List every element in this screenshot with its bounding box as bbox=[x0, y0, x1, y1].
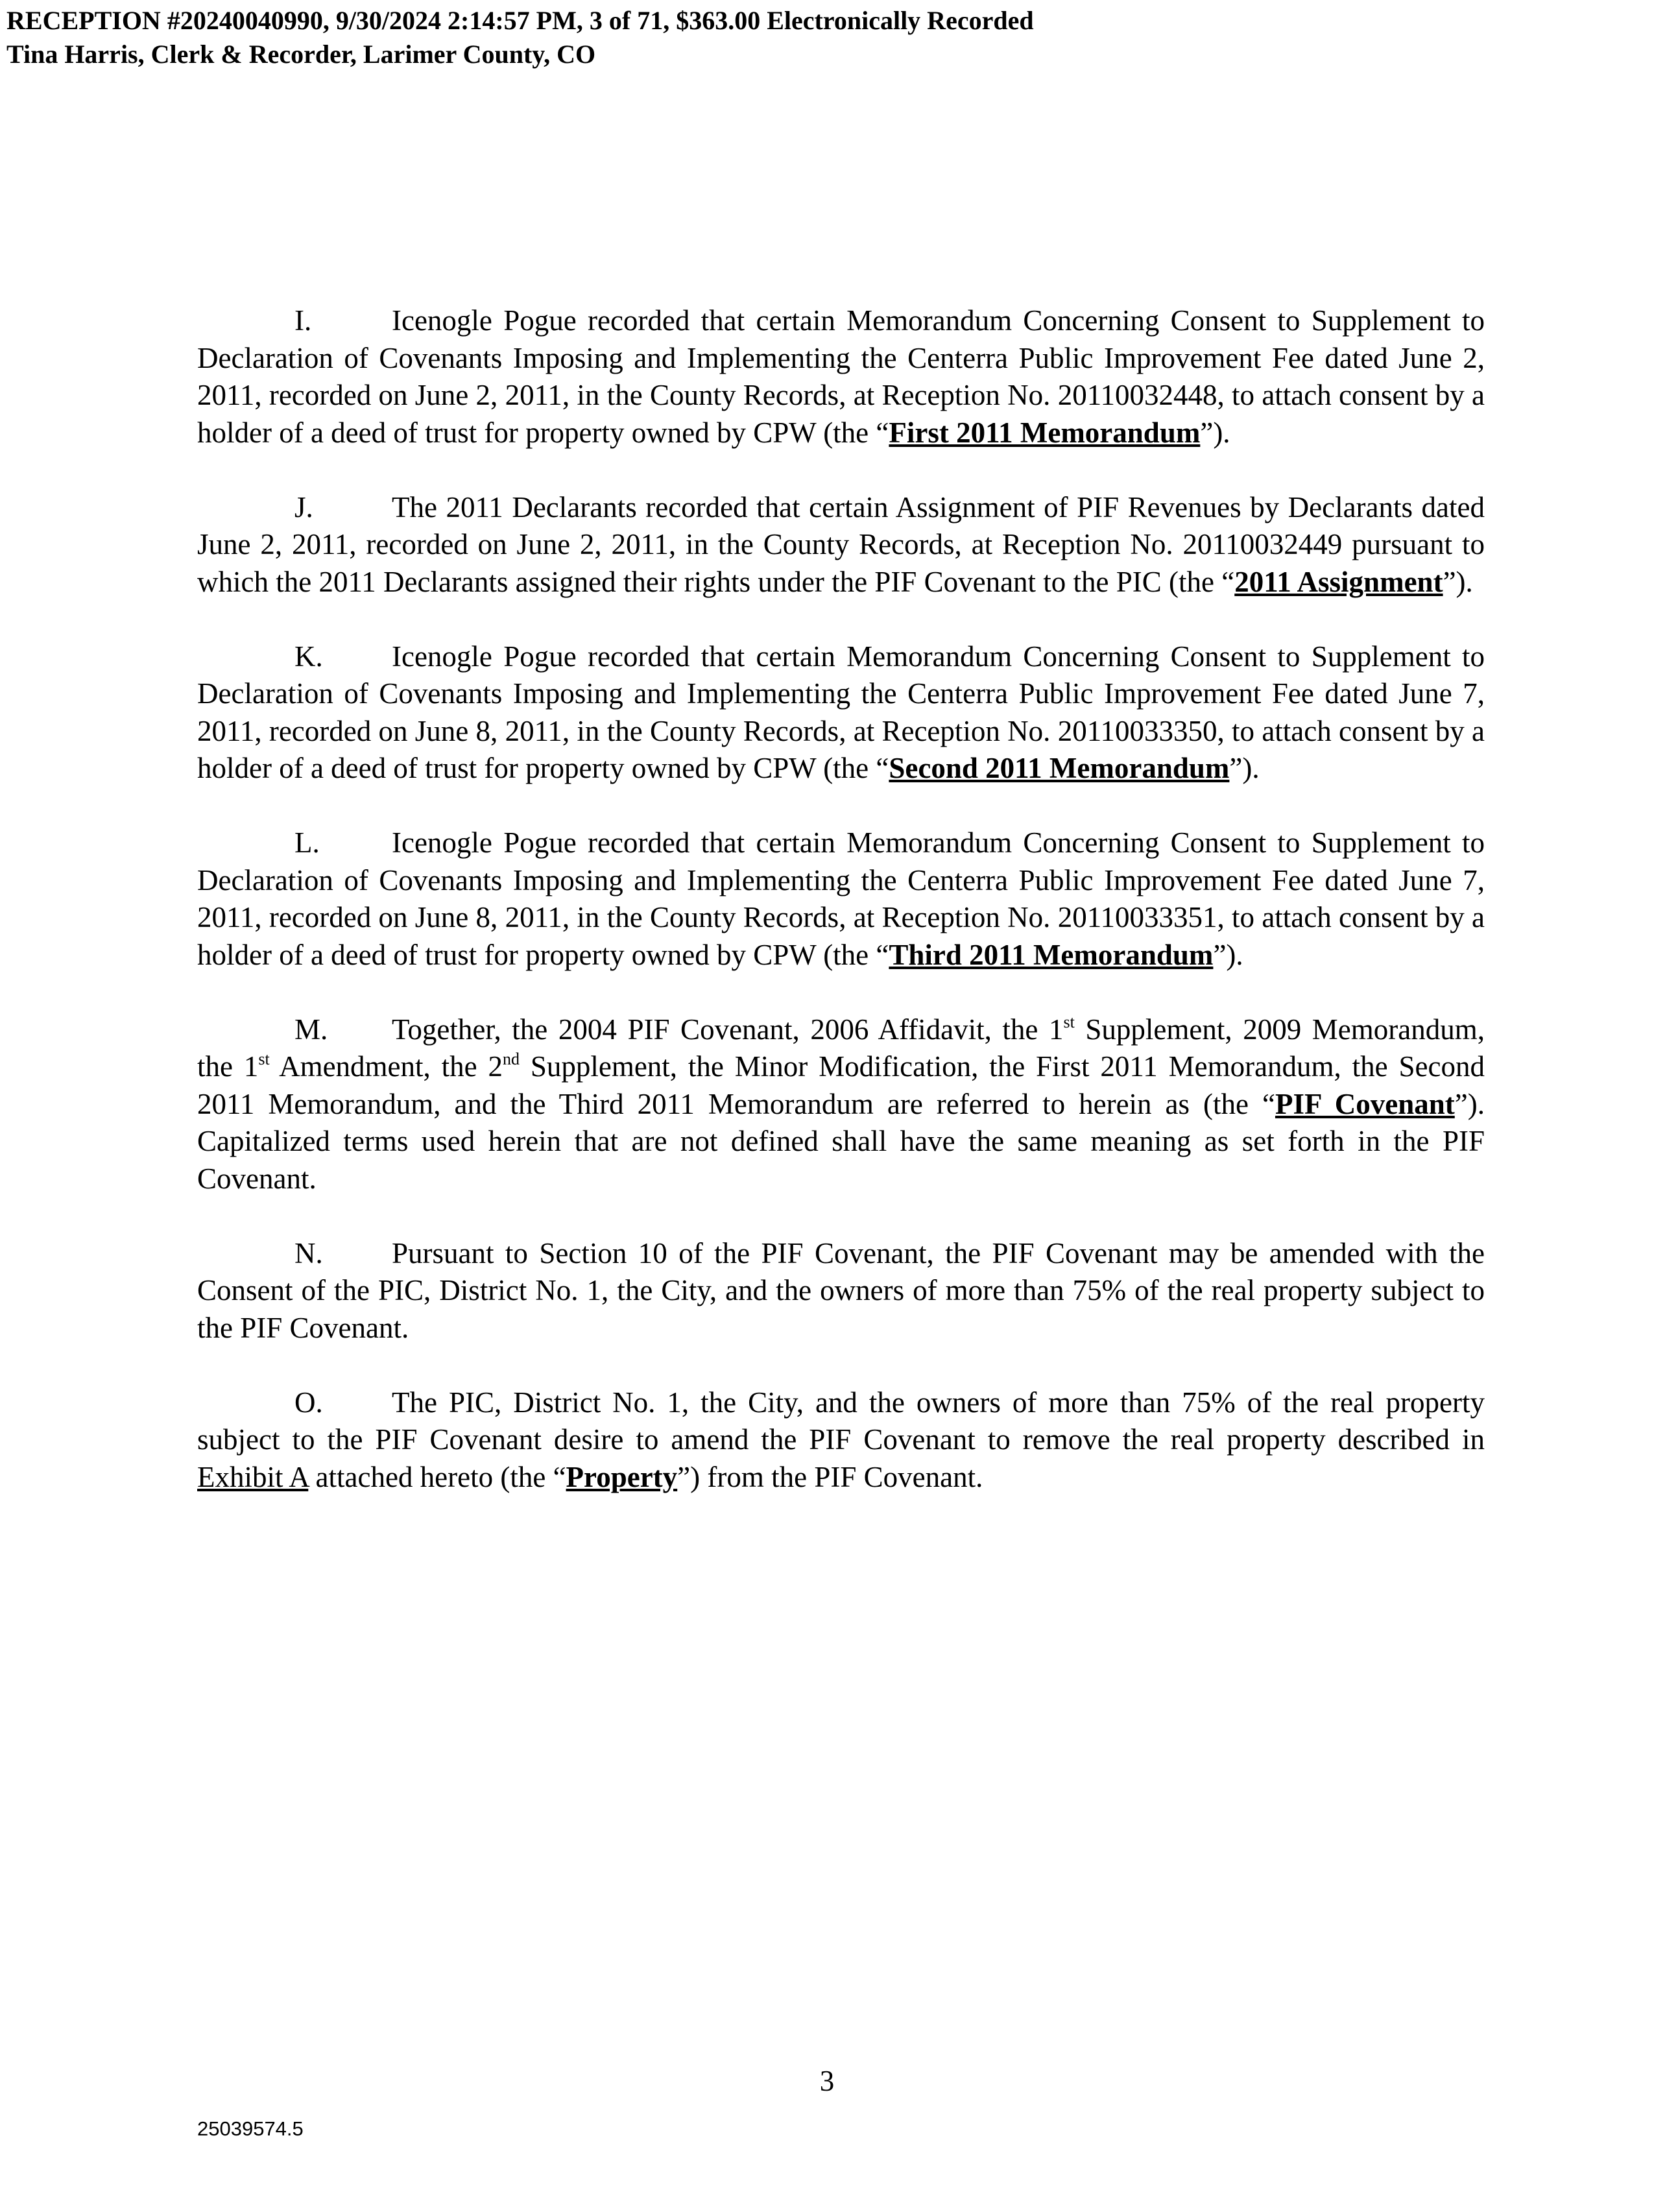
recital-text: Amendment, the 2 bbox=[269, 1050, 503, 1083]
recital-text: Supplement, 2009 Memorandum, the 1 bbox=[197, 1013, 1485, 1083]
recital-text: The PIC, District No. 1, the City, and the owners of more than 75% of the real property subject to the PIF Covenant desire to amend the PIF Covenant to remove the real property described in bbox=[197, 1386, 1485, 1456]
recital-letter: L. bbox=[294, 826, 320, 859]
recording-stamp bbox=[6, 4, 1034, 71]
defined-term: First 2011 Memorandum bbox=[889, 416, 1201, 449]
exhibit-reference: Exhibit A bbox=[197, 1460, 309, 1493]
recital-text-end: ”). bbox=[1443, 565, 1473, 598]
recital-j bbox=[197, 489, 1485, 601]
recital-text: Icenogle Pogue recorded that certain Memorandum Concerning Consent to Supplement to Declaration of Covenants Imposing and Implementing the Centerra Public Improvement Fee dated June 2, 2011, recorded on June 2, 2011, in the County Records, at Reception No. 20110032448, to attach consent by a holder of a deed of trust for property owned by CPW (the “ bbox=[197, 304, 1485, 449]
ordinal-suffix: st bbox=[258, 1050, 270, 1068]
recital-m bbox=[197, 1011, 1485, 1198]
document-body bbox=[197, 302, 1485, 1496]
recital-text: The 2011 Declarants recorded that certain Assignment of PIF Revenues by Declarants dated June 2, 2011, recorded on June 2, 2011, in the County Records, at Reception No. 20110032449 pursuant to which the 2011 Declarants assigned their rights under the PIF Covenant to the PIC (the “ bbox=[197, 490, 1485, 598]
defined-term: PIF Covenant bbox=[1275, 1087, 1455, 1120]
recital-i bbox=[197, 302, 1485, 451]
defined-term: Second 2011 Memorandum bbox=[889, 752, 1230, 784]
recital-letter: J. bbox=[294, 490, 313, 523]
recital-text-end: ”) from the PIF Covenant. bbox=[677, 1460, 983, 1493]
ordinal-suffix: st bbox=[1063, 1012, 1075, 1031]
recital-text: Pursuant to Section 10 of the PIF Covenant, the PIF Covenant may be amended with the Consent of the PIC, District No. 1, the City, and the owners of more than 75% of the real property subject to the PIF Covenant. bbox=[197, 1236, 1485, 1344]
recital-k bbox=[197, 638, 1485, 787]
recital-l bbox=[197, 824, 1485, 974]
recording-stamp-line2: Tina Harris, Clerk & Recorder, Larimer County, CO bbox=[6, 40, 596, 69]
recital-text-end: ”). Capitalized terms used herein that are not defined shall have the same meaning as set forth in the PIF Covenant. bbox=[197, 1087, 1485, 1195]
page-number: 3 bbox=[819, 2065, 835, 2097]
defined-term: 2011 Assignment bbox=[1234, 565, 1443, 598]
recital-text: Supplement, the Minor Modification, the First 2011 Memorandum, the Second 2011 Memorandum, and the Third 2011 Memorandum are referred to herein as (the “ bbox=[197, 1050, 1485, 1120]
document-id: 25039574.5 bbox=[197, 2117, 304, 2140]
recital-letter: K. bbox=[294, 640, 323, 673]
recital-text-end: ”). bbox=[1229, 752, 1260, 784]
recording-stamp-line1: RECEPTION #20240040990, 9/30/2024 2:14:57 PM, 3 of 71, $363.00 Electronically Recorded bbox=[6, 6, 1034, 35]
recital-letter: O. bbox=[294, 1386, 323, 1419]
recital-o bbox=[197, 1384, 1485, 1497]
recital-text-end: ”). bbox=[1200, 416, 1230, 449]
recital-text: Icenogle Pogue recorded that certain Memorandum Concerning Consent to Supplement to Declaration of Covenants Imposing and Implementing the Centerra Public Improvement Fee dated June 7, 2011, recorded on June 8, 2011, in the County Records, at Reception No. 20110033350, to attach consent by a holder of a deed of trust for property owned by CPW (the “ bbox=[197, 640, 1485, 784]
recital-text: attached hereto (the “ bbox=[308, 1460, 566, 1493]
recital-text: Icenogle Pogue recorded that certain Memorandum Concerning Consent to Supplement to Declaration of Covenants Imposing and Implementing the Centerra Public Improvement Fee dated June 7, 2011, recorded on June 8, 2011, in the County Records, at Reception No. 20110033351, to attach consent by a holder of a deed of trust for property owned by CPW (the “ bbox=[197, 826, 1485, 971]
ordinal-suffix: nd bbox=[502, 1050, 520, 1068]
recital-text-end: ”). bbox=[1213, 938, 1243, 971]
recital-text: Together, the 2004 PIF Covenant, 2006 Affidavit, the 1 bbox=[392, 1013, 1064, 1046]
recital-letter: M. bbox=[294, 1013, 328, 1046]
defined-term: Third 2011 Memorandum bbox=[889, 938, 1214, 971]
defined-term: Property bbox=[566, 1460, 678, 1493]
recital-n bbox=[197, 1235, 1485, 1347]
recital-letter: I. bbox=[294, 304, 312, 337]
recital-letter: N. bbox=[294, 1236, 323, 1269]
